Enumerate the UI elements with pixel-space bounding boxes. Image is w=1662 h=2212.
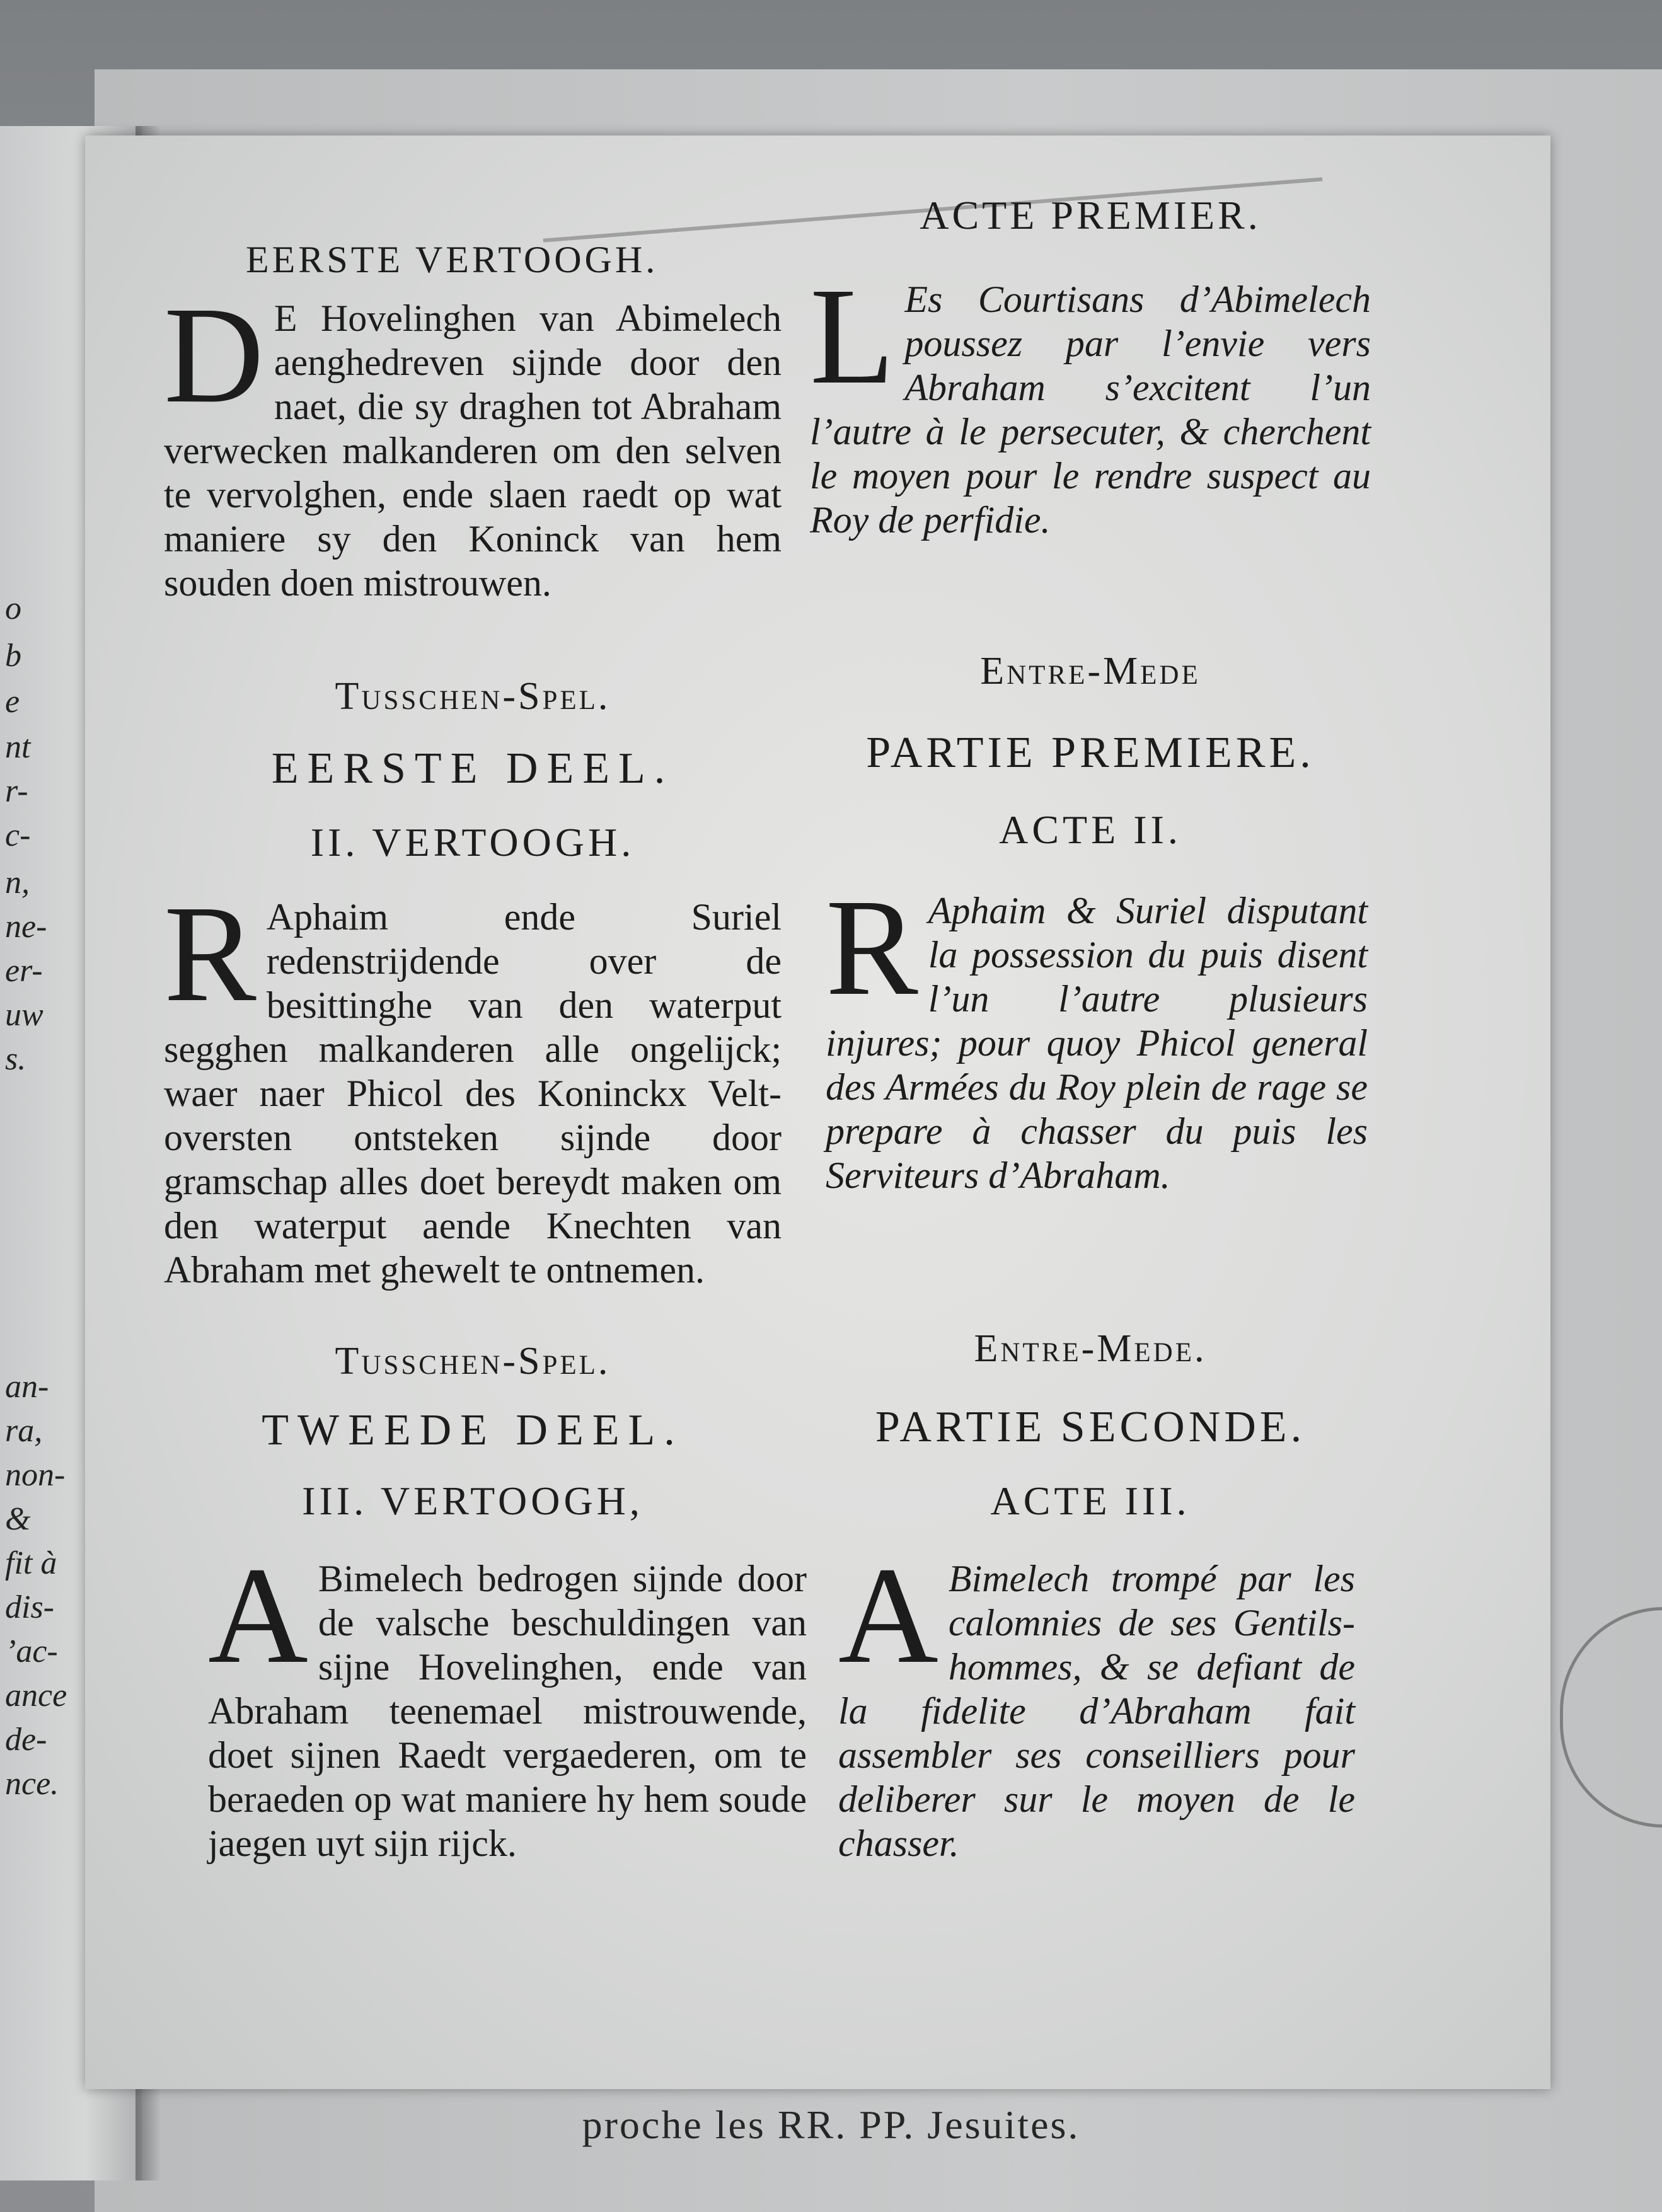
fragment: r- [5,773,28,809]
fragment: c- [5,817,31,853]
fragment: s. [5,1041,26,1077]
french-act1-title: ACTE PREMIER. [920,193,1261,238]
dutch-act3-text: Bimelech bedrogen sijnde door de valsche beschuldingen van sijne Hovelinghen, ende van Abraham teenemael mistrouwende, doet sijnen Raedt vergaederen, om te beraeden op wat maniere hy hem soude jaegen uyt sijn rijck. [208,1558,807,1864]
fragment: ra, [5,1413,43,1449]
fragment: de- [5,1722,47,1758]
fragment: fit à [5,1545,57,1581]
french-act1-paragraph [810,259,1371,542]
fragment: e [5,684,20,720]
fragment: b [5,638,21,674]
french-act2-paragraph [826,870,1368,1197]
dutch-act3-title: III. VERTOOGH, [302,1478,643,1523]
dutch-act1-text: E Hovelinghen van Abimelech aenghedreven sijnde door den naet, die sy draghen tot Abraham verwecken malkanderen om den selven te vervolghen, ende slaen raedt op wat maniere sy den Koninck van hem souden doen mistrouwen. [164,297,782,604]
dutch-interlude1: Tusschen-Spel. [335,675,611,718]
fragment: & [5,1501,31,1537]
fragment: n, [5,865,30,901]
fragment: ’ac- [5,1633,58,1669]
fragment: er- [5,953,43,989]
french-act3-title: ACTE III. [990,1478,1191,1523]
fragment: nce. [5,1766,59,1802]
french-act2-text: Aphaim & Suriel disputant la possession du puis disent l’un l’autre plusieurs injures; pour quoy Phicol general des Armées du Roy plein de rage se prepare à chasser du puis les Serviteurs d’Abraham. [826,890,1368,1196]
fragment: ne- [5,909,47,945]
fragment: an- [5,1369,49,1405]
french-part2: PARTIE SECONDE. [875,1403,1306,1451]
drop-cap: R [164,877,257,1030]
french-part1: PARTIE PREMIERE. [866,729,1315,777]
drop-cap: R [826,870,918,1024]
imprint-line: proche les RR. PP. Jesuites. [582,2102,1080,2147]
fragment: uw [5,997,43,1033]
dutch-act1-title: EERSTE VERTOOGH. [246,239,659,280]
dutch-act2-title: II. VERTOOGH. [310,820,635,865]
fragment: dis- [5,1589,54,1625]
dutch-act1-paragraph [164,278,782,605]
french-act3-text: Bimelech trompé par les calomnies de ses Gentils-hommes, & se defiant de la fidelite d’Abraham fait assembler ses conseilliers pour deliberer sur le moyen de le chasser. [838,1558,1355,1864]
french-interlude1: Entre-Mede [980,650,1201,693]
fragment: non- [5,1457,66,1493]
dutch-part1: EERSTE DEEL. [271,744,674,793]
fragment: nt [5,729,31,765]
dutch-interlude2: Tusschen-Spel. [335,1340,611,1383]
dutch-act2-paragraph [164,877,782,1292]
dutch-part2: TWEEDE DEEL. [262,1406,684,1455]
fragment: ance [5,1678,67,1714]
french-act1-text: Es Courtisans d’Abimelech poussez par l’envie vers Abraham s’excitent l’un l’autre à le persecuter, & cherchent le moyen pour le rendre suspect au Roy de perfidie. [810,279,1371,541]
dutch-act2-text: Aphaim ende Suriel redenstrijdende over de besittinghe van den waterput segghen malkanderen alle ongelijck; waer naer Phicol des Koninckx Velt-oversten ontsteken sijnde door gramschap alles doet bereydt maken om den waterput aende Knechten van Abraham met ghewelt te ontnemen. [164,896,782,1291]
french-interlude2: Entre-Mede. [974,1327,1207,1370]
dutch-act3-paragraph [208,1538,807,1865]
french-act3-paragraph [838,1538,1355,1865]
drop-cap: D [164,278,264,432]
fragment: o [5,590,21,626]
drop-cap: L [810,259,895,413]
french-act2-title: ACTE II. [999,807,1182,852]
drop-cap: A [838,1538,938,1692]
drop-cap: A [208,1538,308,1692]
